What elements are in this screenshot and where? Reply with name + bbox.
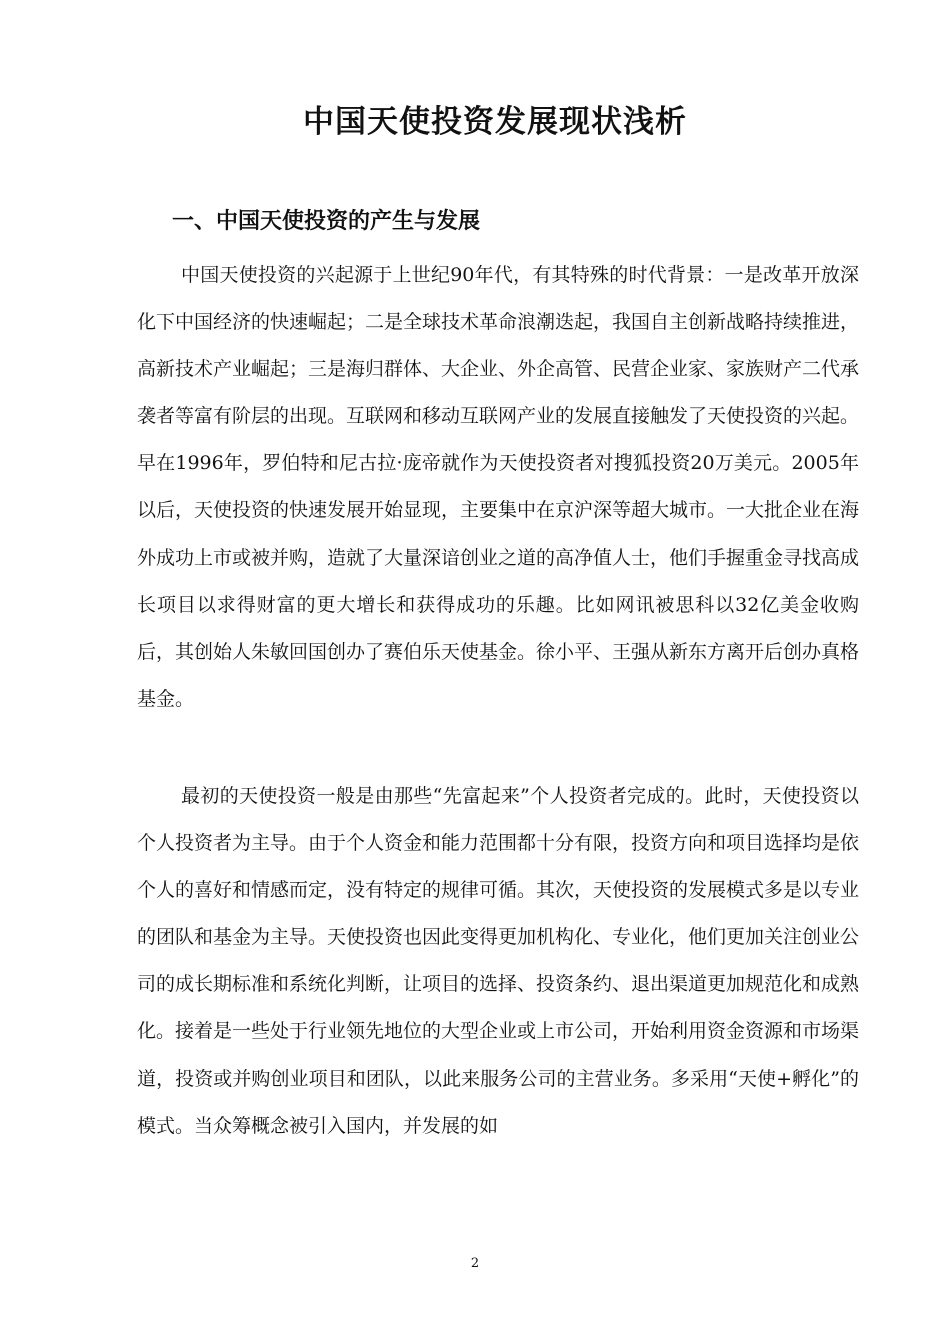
paragraph: 最初的天使投资一般是由那些“先富起来”个人投资者完成的。此时，天使投资以个人投资者为主导。由于个人资金和能力范围都十分有限，投资方向和项目选择均是依个人的喜好和情感而定，没有特定的规律可循。其次，天使投资的发展模式多是以专业的团队和基金为主导。天使投资也因此变得更加机构化、专业化，他们更加关注创业公司的成长期标准和系统化判断，让项目的选择、投资条约、退出渠道更加规范化和成熟化。接着是一些处于行业领先地位的大型企业或上市公司，开始利用资金资源和市场渠道，投资或并购创业项目和团队，以此来服务公司的主营业务。多采用“天使+孵化”的模式。当众筹概念被引入国内，并发展的如: [137, 785, 860, 1137]
page-number: 2: [470, 1256, 480, 1271]
section-heading: 一、中国天使投资的产生与发展: [172, 209, 481, 234]
document-title: 中国天使投资发展现状浅析: [303, 104, 687, 140]
paragraph: 中国天使投资的兴起源于上世纪90年代，有其特殊的时代背景：一是改革开放深化下中国经济的快速崛起；二是全球技术革命浪潮迭起，我国自主创新战略持续推进，高新技术产业崛起；三是海归群体、大企业、外企高管、民营企业家、家族财产二代承袭者等富有阶层的出现。互联网和移动互联网产业的发展直接触发了天使投资的兴起。早在1996年，罗伯特和尼古拉·庞帝就作为天使投资者对搜狐投资20万美元。2005年以后，天使投资的快速发展开始显现，主要集中在京沪深等超大城市。一大批企业在海外成功上市或被并购，造就了大量深谙创业之道的高净值人士，他们手握重金寻找高成长项目以求得财富的更大增长和获得成功的乐趣。比如网讯被思科以32亿美金收购后，其创始人朱敏回国创办了赛伯乐天使基金。徐小平、王强从新东方离开后创办真格基金。: [137, 264, 860, 710]
